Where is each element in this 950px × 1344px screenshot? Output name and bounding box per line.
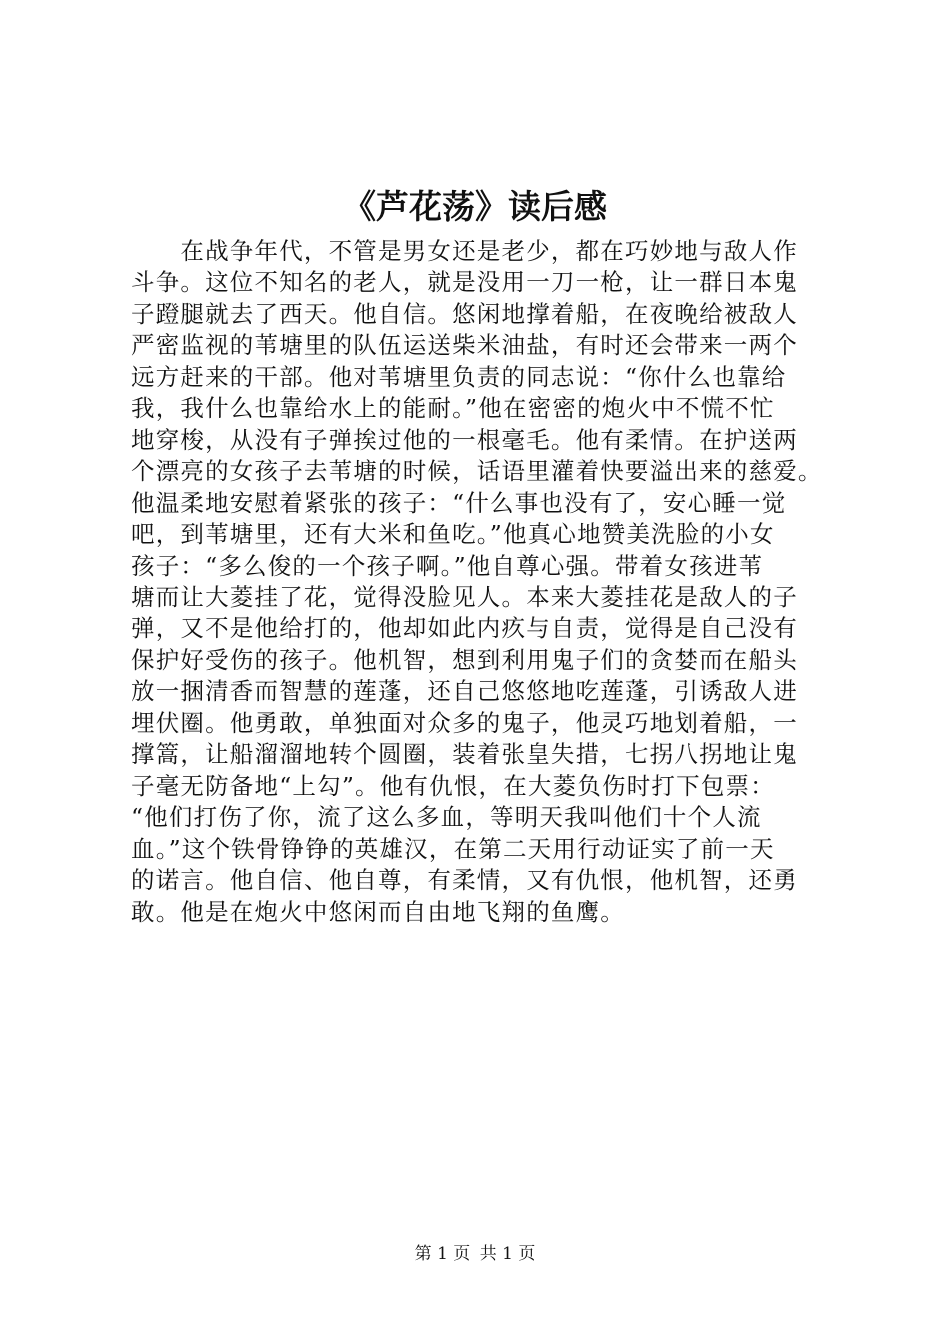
page-title: 《芦花荡》读后感 [343, 187, 607, 226]
text-line: 斗争。这位不知名的老人，就是没用一刀一枪，让一群日本鬼 [131, 268, 798, 297]
text-line: 子毫无防备地“上勾”。他有仇恨，在大菱负伤时打下包票： [131, 771, 775, 800]
text-line: 撑篙，让船溜溜地转个圆圈，装着张皇失措，七拐八拐地让鬼 [131, 740, 798, 769]
page-number: 第 1 页 [414, 1244, 471, 1264]
text-line: 他温柔地安慰着紧张的孩子：“什么事也没有了，安心睡一觉 [131, 488, 787, 517]
text-line: 血。”这个铁骨铮铮的英雄汉，在第二天用行动证实了前一天 [131, 834, 775, 863]
text-line: 孩子：“多么俊的一个孩子啊。”他自尊心强。带着女孩进苇 [131, 551, 764, 580]
text-line: 埋伏圈。他勇敢，单独面对众多的鬼子，他灵巧地划着船，一 [131, 708, 798, 737]
text-line: 保护好受伤的孩子。他机智，想到利用鬼子们的贪婪而在船头 [131, 645, 798, 674]
text-line: 严密监视的苇塘里的队伍运送柴米油盐，有时还会带来一两个 [131, 331, 798, 360]
text-line: 子蹬腿就去了西天。他自信。悠闲地撑着船，在夜晚给被敌人 [131, 299, 798, 328]
body-paragraph [131, 236, 831, 928]
text-line: 在战争年代，不管是男女还是老少，都在巧妙地与敌人作 [131, 237, 798, 265]
page-total: 共 1 页 [479, 1244, 536, 1264]
text-line: “他们打伤了你，流了这么多血，等明天我叫他们十个人流 [131, 803, 762, 832]
text-line: 敢。他是在炮火中悠闲而自由地飞翔的鱼鹰。 [131, 897, 625, 926]
text-line: 远方赶来的干部。他对苇塘里负责的同志说：“你什么也靠给 [131, 362, 787, 391]
text-line: 个漂亮的女孩子去苇塘的时候，话语里灌着快要溢出来的慈爱。 [131, 457, 823, 486]
page-footer [0, 1242, 950, 1266]
text-line: 地穿梭，从没有子弹挨过他的一根毫毛。他有柔情。在护送两 [131, 425, 798, 454]
text-line: 我，我什么也靠给水上的能耐。”他在密密的炮火中不慌不忙 [131, 394, 775, 423]
text-line: 弹，又不是他给打的，他却如此内疚与自责，觉得是自己没有 [131, 614, 798, 643]
text-line: 的诺言。他自信、他自尊，有柔情，又有仇恨，他机智，还勇 [131, 866, 798, 895]
text-line: 放一捆清香而智慧的莲蓬，还自己悠悠地吃莲蓬，引诱敌人进 [131, 677, 798, 706]
text-line: 吧，到苇塘里，还有大米和鱼吃。”他真心地赞美洗脸的小女 [131, 520, 775, 549]
text-line: 塘而让大菱挂了花，觉得没脸见人。本来大菱挂花是敌人的子 [131, 582, 798, 611]
